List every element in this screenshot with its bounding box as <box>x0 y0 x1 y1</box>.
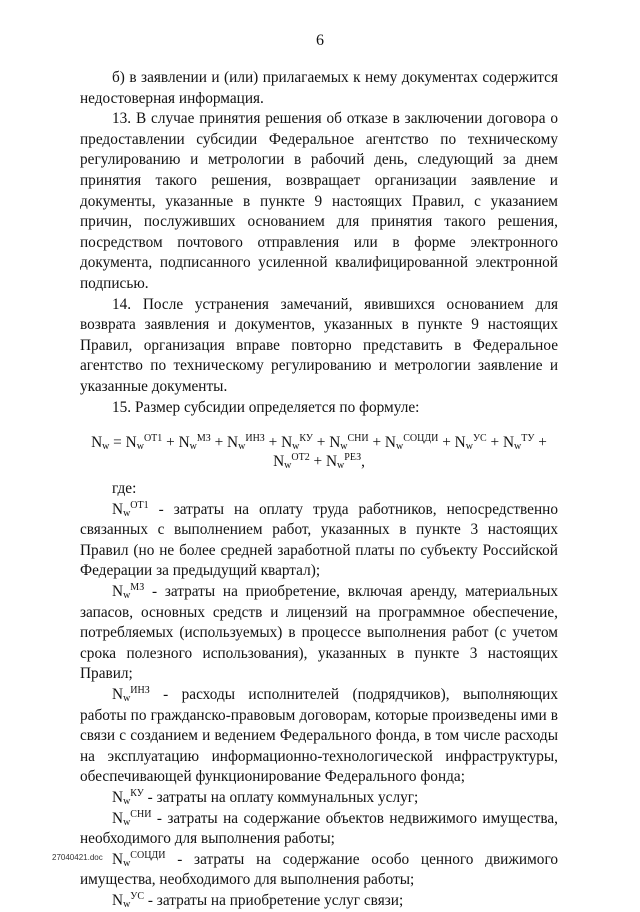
document-footer: 27040421.doc <box>52 853 103 862</box>
definition-symbol: N <box>112 891 124 909</box>
paragraph-12b: б) в заявлении и (или) прилагаемых к нему документах содержится недостоверная информация. <box>80 69 558 107</box>
term-sup: МЗ <box>196 433 211 445</box>
formula-end: , <box>361 453 365 471</box>
definition-item <box>80 685 558 788</box>
term-base: N <box>273 453 285 471</box>
definition-symbol-sup: СНИ <box>130 808 152 820</box>
definition-item <box>80 788 558 809</box>
definitions-list <box>80 500 558 912</box>
definition-text: - затраты на оплату коммунальных услуг; <box>143 789 419 806</box>
definition-symbol-sup: КУ <box>130 788 144 799</box>
definition-symbol-sup: МЗ <box>130 582 145 594</box>
term-base: N <box>325 453 338 471</box>
formula-plus: + <box>486 434 503 452</box>
formula-plus: + <box>210 434 228 452</box>
term-sub: w <box>189 441 197 453</box>
term-base: N <box>227 434 239 452</box>
formula-plus: + <box>264 434 282 452</box>
formula-line1-term-6 <box>455 434 487 451</box>
definition-text: - расходы исполнителей (подрядчиков), выполняющих работы по гражданско-правовым договорам, которые произведены ими в связи с созданием и ведением Федерального фонда, в том числе расходы на эксплуатацию информационно-технологической инфраструктуры, обеспечивающей функционирование Федерального фонда; <box>80 686 558 786</box>
definition-item <box>80 582 558 685</box>
definition-symbol-sub: w <box>123 590 131 602</box>
term-sup: ТУ <box>521 433 535 445</box>
term-sup: ОТ1 <box>143 433 163 445</box>
definition-symbol-sub: w <box>123 816 131 828</box>
formula-line-2 <box>80 453 558 471</box>
term-sub: w <box>284 460 292 472</box>
formula-lhs: N <box>91 434 103 452</box>
term-sup: РЕЗ <box>344 452 362 464</box>
definition-symbol-sup: УС <box>130 890 145 902</box>
term-base: N <box>329 434 341 452</box>
term-sup: ИНЗ <box>245 433 265 445</box>
definition-symbol: N <box>112 583 124 601</box>
term-sub: w <box>292 441 300 453</box>
paragraph-14: 14. После устранения замечаний, явившихся основанием для возврата заявления и документов, указанных в пункте 9 настоящих Правил, организация вправе повторно представить в Федеральное агентство по техническому регулированию и метрологии заявление и указанные документы. <box>80 295 558 395</box>
definition-symbol-sub: w <box>123 693 131 705</box>
definition-symbol: N <box>112 686 124 704</box>
formula-line2-term-0 <box>273 453 310 470</box>
term-sub: w <box>337 460 345 472</box>
term-sup: ОТ2 <box>291 452 310 464</box>
term-sub: w <box>514 441 522 453</box>
definition-text: - затраты на содержание объектов недвижимого имущества, необходимого для выполнения работы; <box>80 809 558 848</box>
definition-item <box>80 850 558 891</box>
term-sub: w <box>465 441 473 453</box>
definition-symbol: N <box>112 500 124 518</box>
term-sup: УС <box>472 433 487 445</box>
term-sub: w <box>136 441 144 453</box>
term-sub: w <box>340 441 348 453</box>
term-base: N <box>502 434 515 452</box>
formula-plus: + <box>309 453 326 471</box>
formula-line1-term-4 <box>329 434 368 451</box>
where-label: где: <box>112 480 137 498</box>
formula-plus: + <box>534 434 547 452</box>
definition-symbol: N <box>112 850 124 868</box>
formula-line1-term-5 <box>385 434 438 451</box>
definition-symbol-sub: w <box>123 796 131 807</box>
term-sub: w <box>395 441 404 453</box>
formula-plus: + <box>162 434 179 452</box>
definition-text: - затраты на приобретение услуг связи; <box>144 891 404 909</box>
term-base: N <box>281 434 293 452</box>
definition-symbol-sup: СОЦДИ <box>130 849 166 861</box>
term-sup: СОЦДИ <box>403 433 439 445</box>
formula-plus: + <box>312 434 330 452</box>
definition-item <box>80 891 558 912</box>
document-body <box>80 68 558 912</box>
term-base: N <box>384 434 396 452</box>
page-number: 6 <box>316 32 324 49</box>
term-base: N <box>178 434 190 452</box>
term-base: N <box>125 434 137 452</box>
formula-line2-term-1 <box>326 453 361 470</box>
definition-symbol-sub: w <box>123 857 131 869</box>
formula-line1-term-3 <box>281 434 313 451</box>
formula-equals: = <box>109 434 126 452</box>
definition-symbol: N <box>112 789 124 806</box>
definition-symbol: N <box>112 809 124 827</box>
formula-lhs-sub: w <box>102 441 110 453</box>
formula-plus: + <box>438 434 455 452</box>
formula-line1-term-1 <box>179 434 211 451</box>
definition-symbol-sup: ОТ1 <box>130 499 149 511</box>
formula-plus: + <box>368 434 385 452</box>
definition-item <box>80 500 558 582</box>
paragraph-13: 13. В случае принятия решения об отказе в заключении договора о предоставлении субсидии Федеральное агентство по техническому регулированию и метрологии в рабочий день, следующий за днем принятия такого решения, возвращает организации заявление и документы, указанные в пункте 9 настоящих Правил, с указанием причин, послуживших основанием для принятия такого решения, посредством почтового отправления или в форме электронного документа, подписанного усиленной квалифицированной электронной подписью. <box>80 110 558 292</box>
formula-line1-term-2 <box>227 434 265 451</box>
term-sub: w <box>238 441 246 453</box>
definition-text: - затраты на содержание особо ценного движимого имущества, необходимого для выполнения работы; <box>80 850 558 889</box>
definition-symbol-sup: ИНЗ <box>130 685 150 697</box>
subsidy-formula <box>80 434 558 471</box>
formula-line1-term-7 <box>503 434 535 451</box>
term-base: N <box>454 434 466 452</box>
formula-line1-term-0 <box>126 434 163 451</box>
definition-symbol-sub: w <box>123 507 131 519</box>
term-sup: КУ <box>299 433 313 445</box>
term-sup: СНИ <box>347 433 369 445</box>
definition-symbol-sub: w <box>123 898 131 910</box>
paragraph-15: 15. Размер субсидии определяется по формуле: <box>112 398 420 416</box>
definition-item <box>80 809 558 850</box>
formula-line-1 <box>91 434 547 451</box>
definition-text: - затраты на приобретение, включая аренду, материальных запасов, основных средств и лицензий на программное обеспечение, потребляемых (используемых) в процессе выполнения работ (с учетом срока полезного использования), указанных в пункте 3 настоящих Правил; <box>80 583 558 683</box>
definition-text: - затраты на оплату труда работников, непосредственно связанных с выполнением работ, указанных в пункте 3 настоящих Правил (но не более средней заработной платы по субъекту Российской Федерации за предыдущий квартал); <box>80 500 558 580</box>
